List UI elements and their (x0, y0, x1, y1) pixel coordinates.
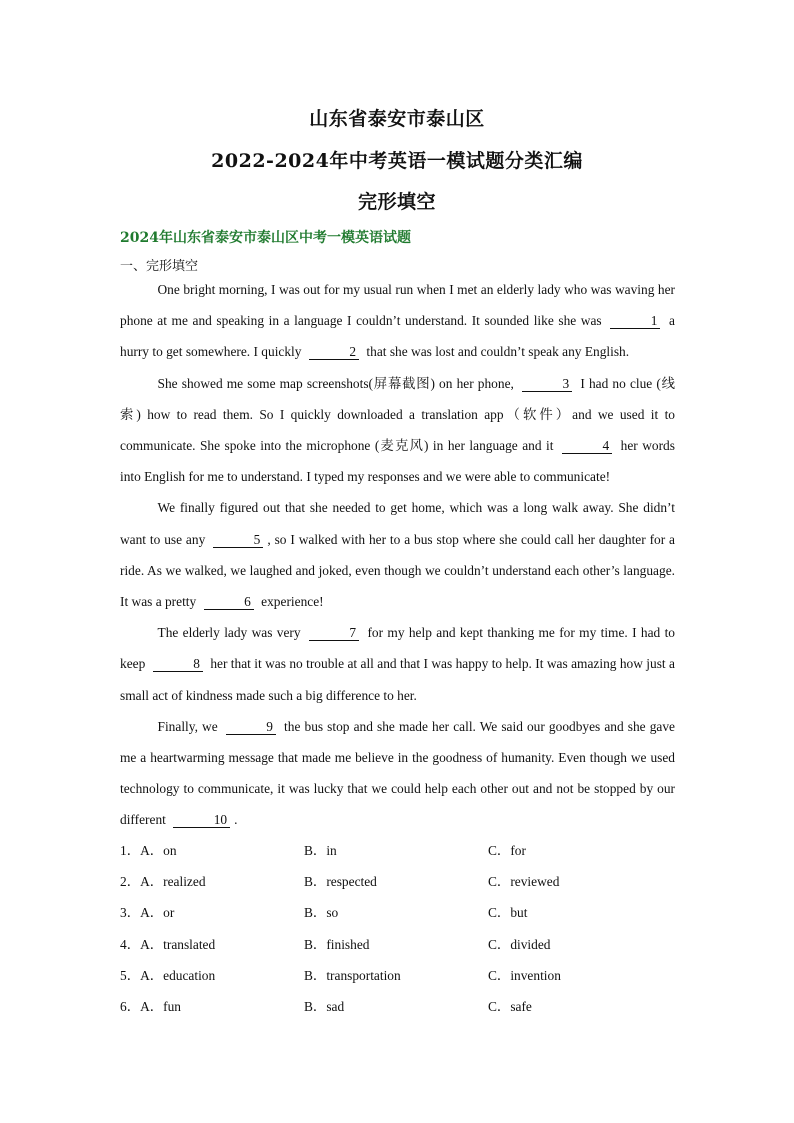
option-a: 4．A．translated (120, 936, 216, 952)
paragraph-4: The elderly lady was very 7 for my help and kept thanking me for my time. I had to keep 8 her that it was no trouble at all and that I was happy to help. It was amazing how just a small act of kindness made such a big difference to her. (120, 625, 675, 703)
document-topic: 完形填空 (357, 191, 436, 213)
option-row-6 (120, 991, 680, 1022)
option-c: C．reviewed (488, 874, 560, 890)
option-a: 1．A．on (120, 843, 177, 858)
option-b: B．sad (304, 998, 345, 1014)
blank-2: 2 (309, 344, 359, 360)
blank-9: 9 (226, 719, 276, 735)
paragraph-5: Finally, we 9 the bus stop and she made her call. We said our goodbyes and she gave me a heartwarming message that made me believe in the goodness of humanity. Even though we used technology to communicate, it was lucky that we could help each other out and not be stopped by our different 10 . (120, 718, 675, 828)
answer-options (120, 835, 680, 1022)
option-b: B．transportation (304, 967, 401, 983)
paragraph-2: She showed me some map screenshots(屏幕截图) on her phone, 3 I had no clue (线索) how to read them. So I quickly downloaded a translation app（软件）and we used it to communicate. She spoke into the microphone (麦克风) in her language and it 4 her words into English for me to understand. I typed my responses and we were able to communicate! (120, 375, 675, 485)
cloze-passage (120, 274, 675, 836)
blank-1: 1 (610, 313, 660, 329)
document-subtitle: 2022-2024年中考英语一模试题分类汇编 (211, 150, 583, 172)
blank-10: 10 (173, 812, 230, 828)
blank-7: 7 (309, 625, 359, 641)
option-row-3 (120, 897, 680, 928)
option-b: B．finished (304, 936, 370, 952)
option-row-1 (120, 835, 680, 866)
blank-3: 3 (522, 376, 572, 392)
option-a: 6．A．fun (120, 998, 181, 1014)
option-c: C．invention (488, 967, 561, 983)
option-a: 2．A．realized (120, 874, 206, 890)
blank-6: 6 (204, 594, 254, 610)
paragraph-3: We finally figured out that she needed to get home, which was a long walk away. She didn’t want to use any 5 , so I walked with her to a bus stop where she could call her daughter for a ride. As we walked, we laughed and joked, even though we couldn’t understand each other’s language. It was a pretty 6 experience! (120, 500, 676, 610)
option-row-4 (120, 929, 680, 960)
option-a: 5．A．education (120, 967, 216, 983)
option-b: B．respected (304, 874, 377, 890)
option-b: B．so (304, 905, 339, 921)
option-c: C．divided (488, 936, 551, 952)
option-a: 3．A．or (120, 905, 175, 921)
document-title: 山东省泰安市泰山区 (309, 108, 485, 130)
paragraph-1: One bright morning, I was out for my usual run when I met an elderly lady who was waving her phone at me and speaking in a language I couldn’t understand. It sounded like she was 1 a hurry to get somewhere. I quickly 2 that she was lost and couldn’t speak any English. (120, 282, 675, 360)
blank-4: 4 (562, 438, 612, 454)
option-c: C．safe (488, 998, 532, 1014)
option-row-2 (120, 866, 680, 897)
option-c: C．for (488, 843, 526, 858)
exam-section-title: 2024年山东省泰安市泰山区中考一模英语试题 (120, 230, 411, 246)
part-title: 一、完形填空 (120, 259, 199, 274)
option-row-5 (120, 960, 680, 991)
blank-5: 5 (213, 532, 263, 548)
option-c: C．but (488, 905, 528, 921)
blank-8: 8 (153, 656, 203, 672)
option-b: B．in (304, 843, 337, 858)
